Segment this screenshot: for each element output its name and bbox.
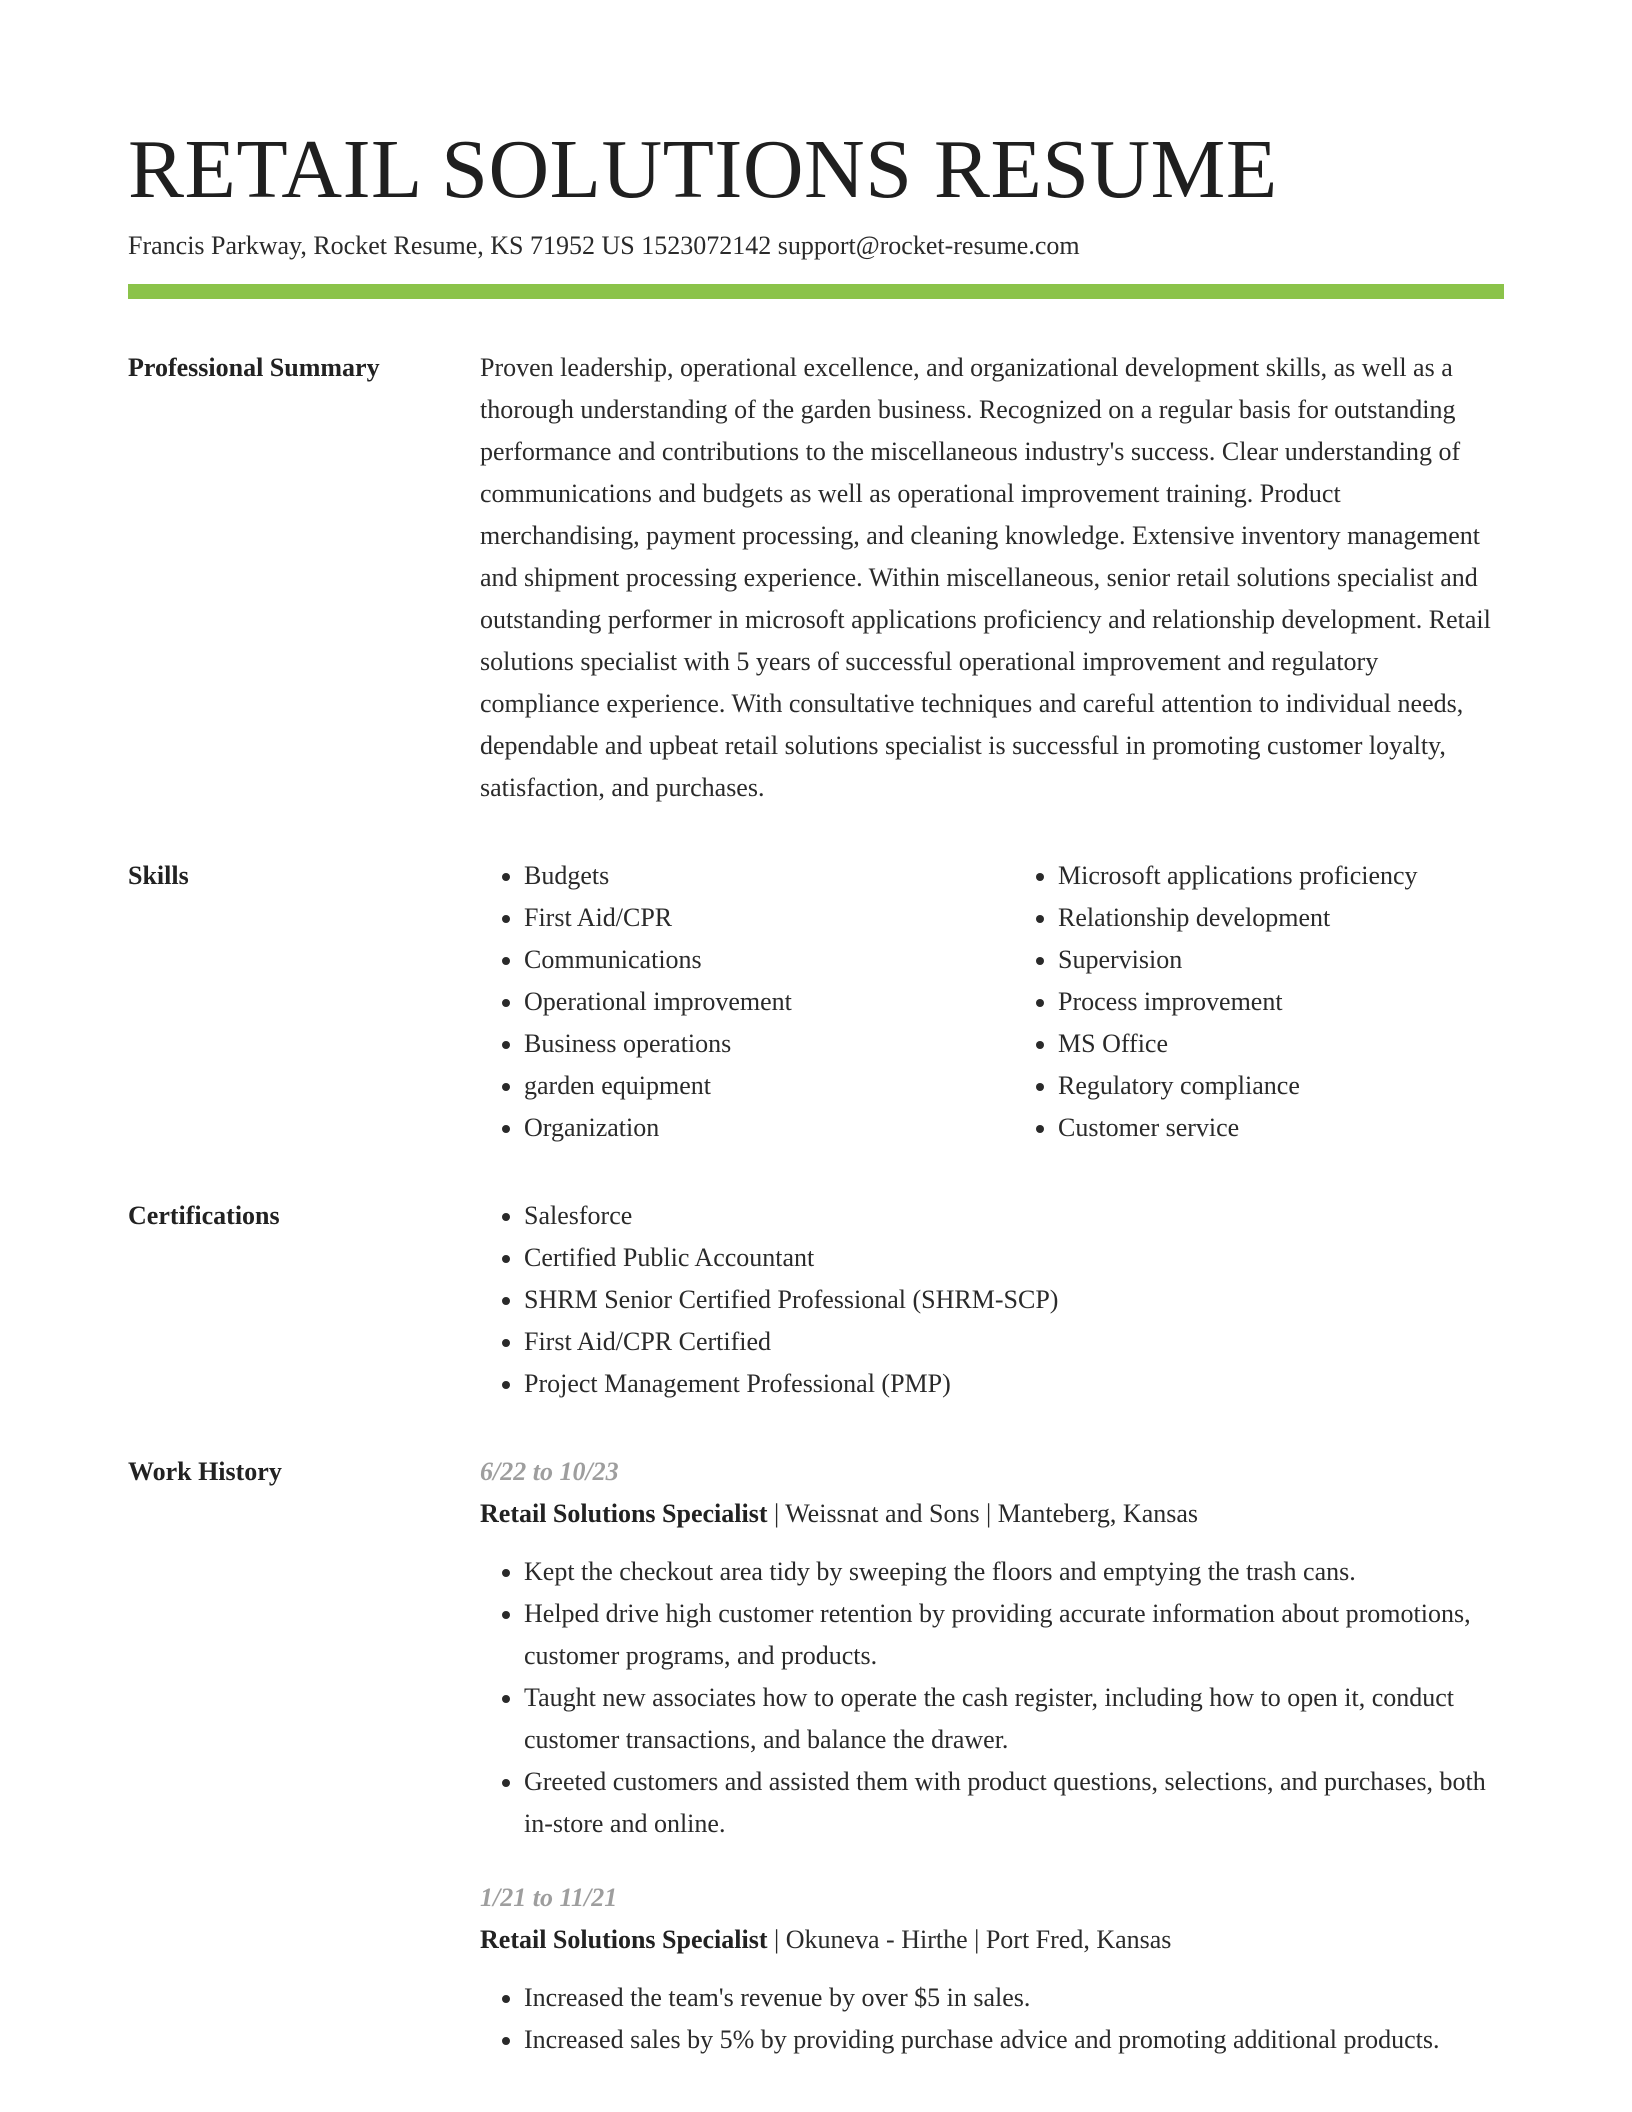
summary-heading: Professional Summary (128, 353, 380, 382)
work-history-heading: Work History (128, 1457, 282, 1486)
skill-item: • Operational improvement (524, 981, 970, 1023)
skills-list-right (1014, 855, 1504, 1149)
job-details: | Weissnat and Sons | Manteberg, Kansas (767, 1499, 1199, 1528)
skill-item: • Business operations (524, 1023, 970, 1065)
skill-item: • Communications (524, 939, 970, 981)
job-dates: 1/21 to 11/21 (480, 1883, 618, 1912)
job-title: Retail Solutions Specialist (480, 1925, 768, 1954)
skill-item: • Process improvement (1058, 981, 1504, 1023)
job-dates: 6/22 to 10/23 (480, 1457, 619, 1486)
skills-list-left (480, 855, 970, 1149)
certifications-heading: Certifications (128, 1201, 280, 1230)
job-bullet-list (480, 1977, 1504, 2061)
skill-item: • Organization (524, 1107, 970, 1149)
certification-item: • Project Management Professional (PMP) (524, 1363, 1504, 1405)
skills-section (128, 855, 1504, 1149)
skill-item: • Microsoft applications proficiency (1058, 855, 1504, 897)
skill-item: • Supervision (1058, 939, 1504, 981)
job-entry (480, 1451, 1504, 1845)
skill-item: • Budgets (524, 855, 970, 897)
job-bullet: • Taught new associates how to operate the cash register, including how to open it, conduct customer transactions, and balance the drawer. (524, 1677, 1504, 1761)
certification-item: • Certified Public Accountant (524, 1237, 1504, 1279)
skill-item: • MS Office (1058, 1023, 1504, 1065)
job-bullet: • Increased the team's revenue by over $5 in sales. (524, 1977, 1504, 2019)
job-bullet: • Increased sales by 5% by providing purchase advice and promoting additional products. (524, 2019, 1504, 2061)
skill-item: • Customer service (1058, 1107, 1504, 1149)
job-heading (480, 1919, 1504, 1961)
certifications-section (128, 1195, 1504, 1405)
job-title: Retail Solutions Specialist (480, 1499, 768, 1528)
job-bullet: • Kept the checkout area tidy by sweeping the floors and emptying the trash cans. (524, 1551, 1504, 1593)
accent-divider (128, 284, 1504, 299)
resume-page (128, 120, 1504, 2093)
summary-text: Proven leadership, operational excellence, and organizational development skills, as well as a thorough understanding of the garden business. Recognized on a regular basis for outstanding performance and contributions to the miscellaneous industry's success. Clear understanding of communications and budgets as well as operational improvement training. Product merchandising, payment processing, and cleaning knowledge. Extensive inventory management and shipment processing experience. Within miscellaneous, senior retail solutions specialist and outstanding performer in microsoft applications proficiency and relationship development. Retail solutions specialist with 5 years of successful operational improvement and regulatory compliance experience. With consultative techniques and careful attention to individual needs, dependable and upbeat retail solutions specialist is successful in promoting customer loyalty, satisfaction, and purchases. (480, 353, 1491, 802)
certification-item: • First Aid/CPR Certified (524, 1321, 1504, 1363)
skills-heading: Skills (128, 861, 189, 890)
job-details: | Okuneva - Hirthe | Port Fred, Kansas (767, 1925, 1172, 1954)
work-history-section (128, 1451, 1504, 2093)
job-bullet-list (480, 1551, 1504, 1845)
certifications-list (480, 1195, 1504, 1405)
job-bullet: • Greeted customers and assisted them with product questions, selections, and purchases, both in-store and online. (524, 1761, 1504, 1845)
job-heading (480, 1493, 1504, 1535)
certification-item: • SHRM Senior Certified Professional (SHRM-SCP) (524, 1279, 1504, 1321)
contact-line: Francis Parkway, Rocket Resume, KS 71952 US 1523072142 support@rocket-resume.com (128, 231, 1080, 260)
page-title: RETAIL SOLUTIONS RESUME (128, 123, 1278, 216)
job-entry (480, 1877, 1504, 2061)
skill-item: • garden equipment (524, 1065, 970, 1107)
job-bullet: • Helped drive high customer retention by providing accurate information about promotions, customer programs, and products. (524, 1593, 1504, 1677)
summary-section (128, 347, 1504, 809)
skill-item: • Regulatory compliance (1058, 1065, 1504, 1107)
skill-item: • First Aid/CPR (524, 897, 970, 939)
certification-item: • Salesforce (524, 1195, 1504, 1237)
skill-item: • Relationship development (1058, 897, 1504, 939)
